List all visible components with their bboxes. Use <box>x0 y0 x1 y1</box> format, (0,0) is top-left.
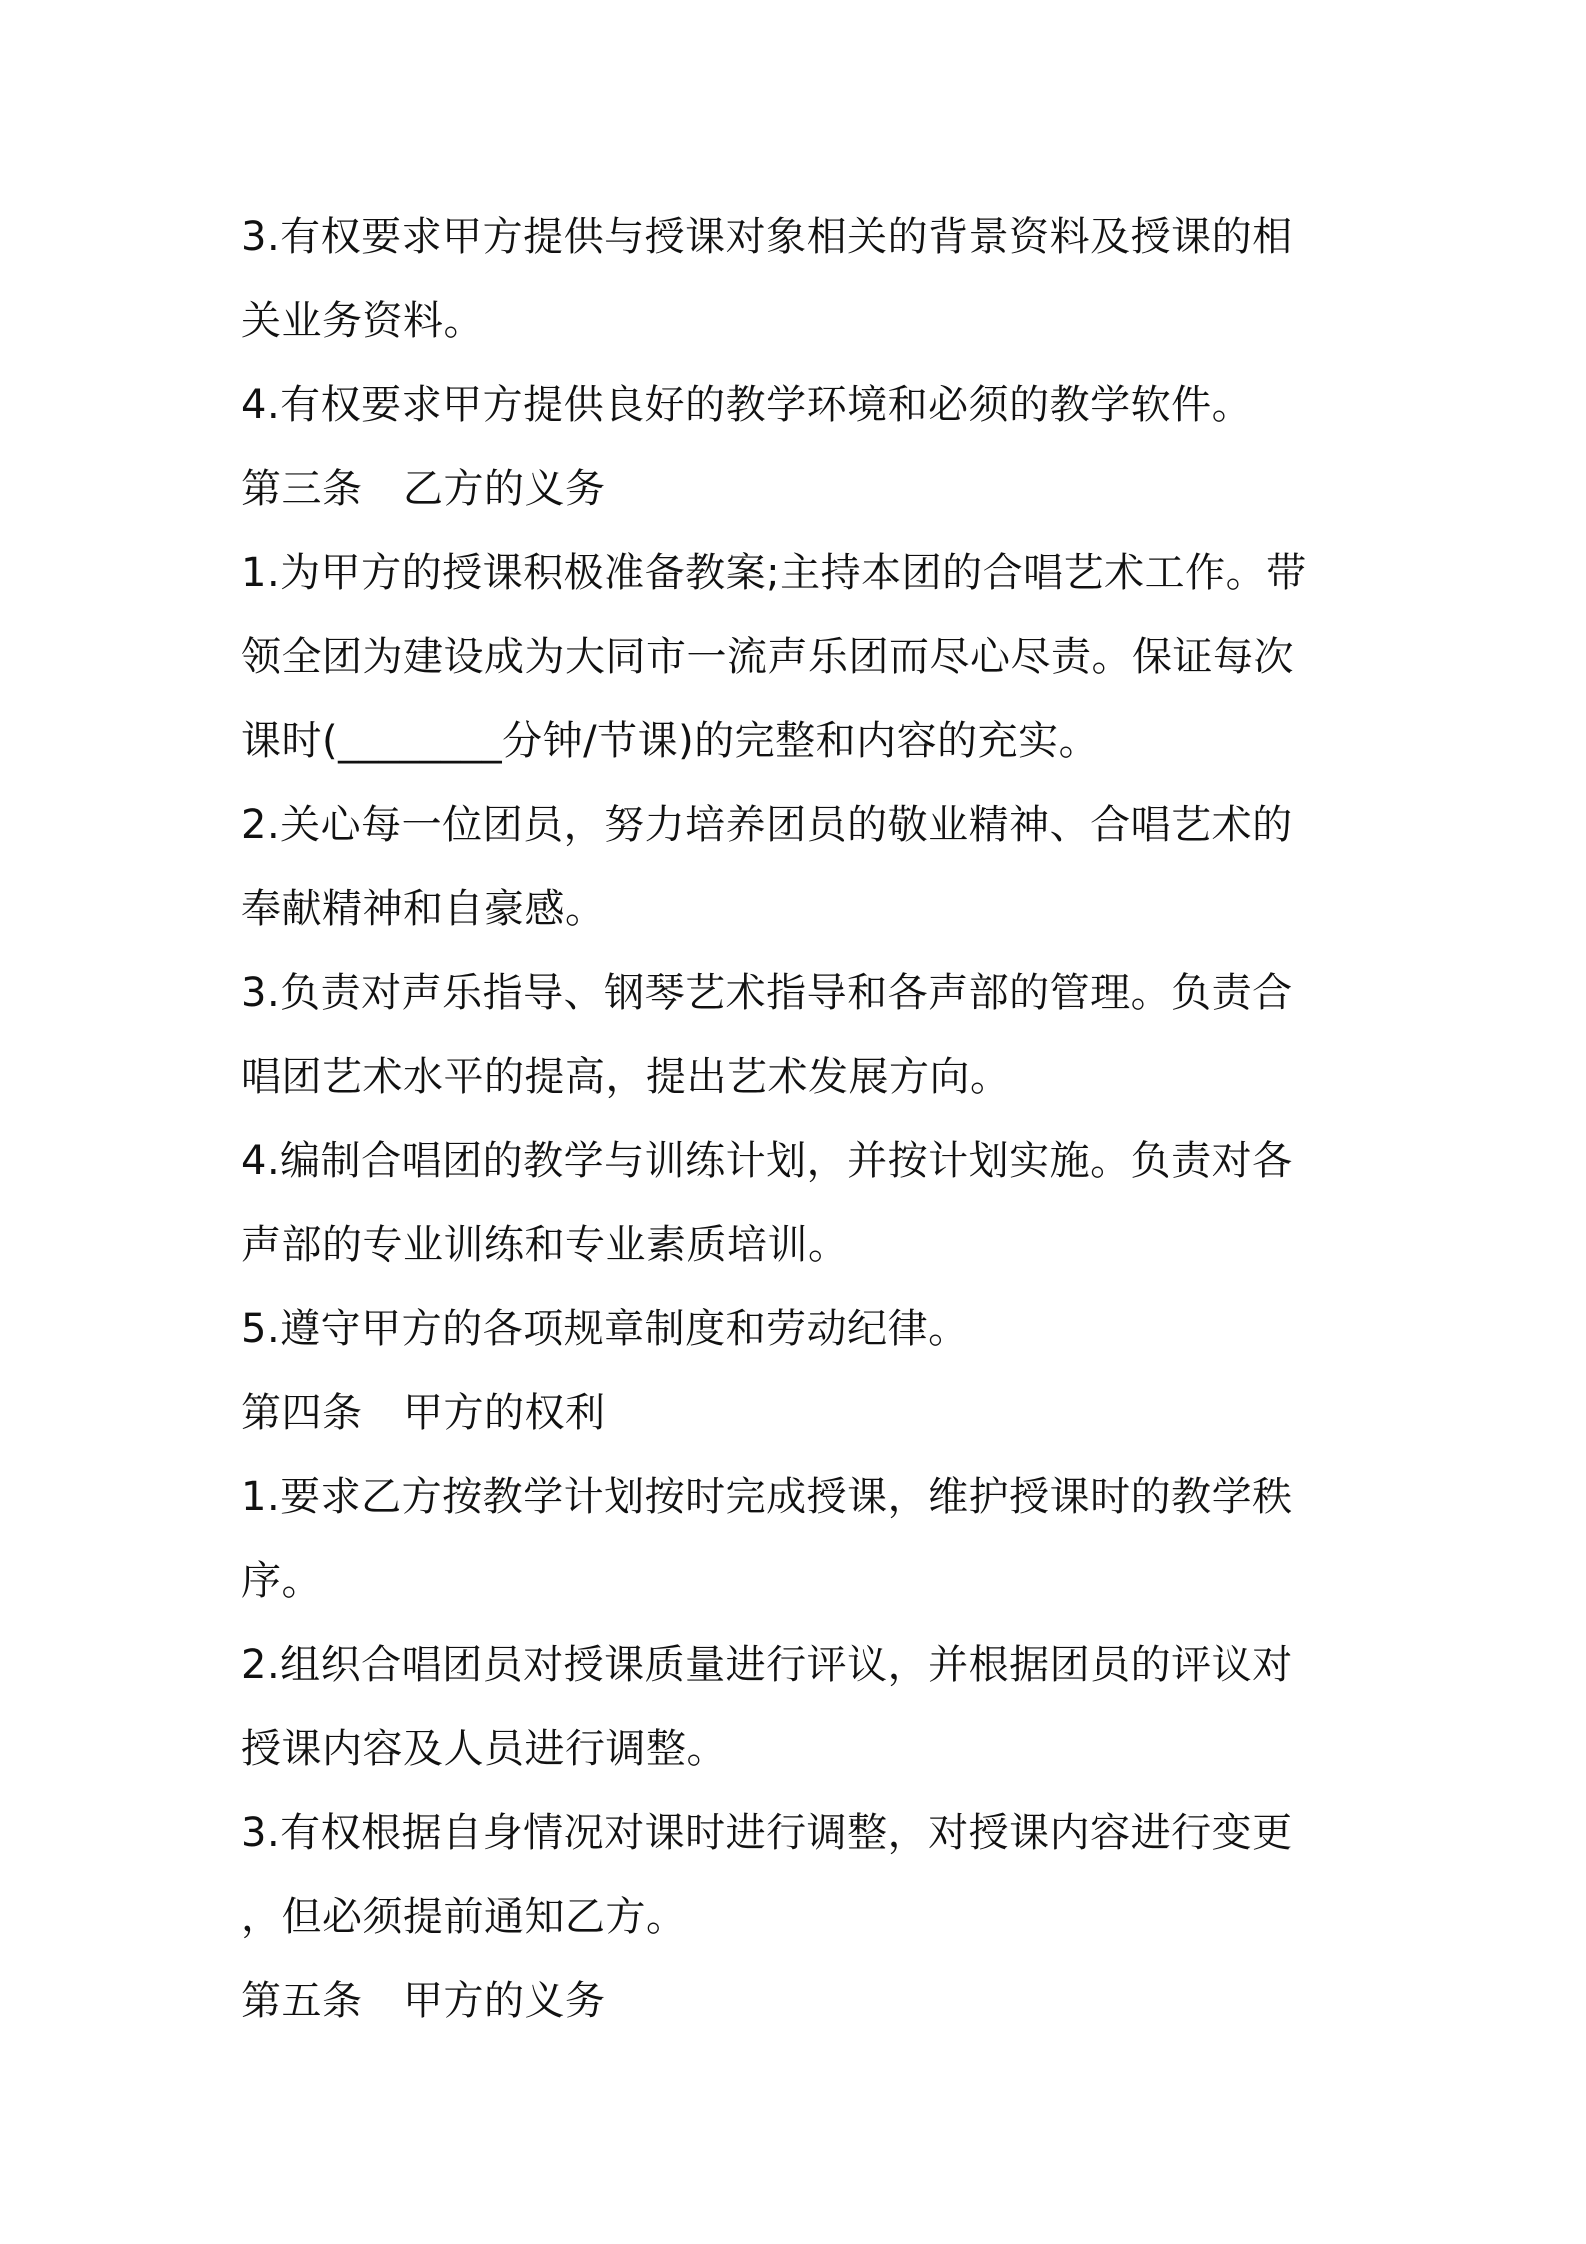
text-line: 奉献精神和自豪感。 <box>241 886 606 932</box>
text-line: ，但必须提前通知乙方。 <box>241 1894 687 1940</box>
text-line: 3.有权要求甲方提供与授课对象相关的背景资料及授课的相 <box>241 214 1293 260</box>
text-line: 3.有权根据自身情况对课时进行调整，对授课内容进行变更 <box>241 1810 1293 1856</box>
contract-text <box>241 195 1361 2043</box>
section-heading: 第五条 甲方的义务 <box>241 1978 606 2024</box>
text-line: 声部的专业训练和专业素质培训。 <box>241 1222 849 1268</box>
text-line: 授课内容及人员进行调整。 <box>241 1726 727 1772</box>
text-line: 3.负责对声乐指导、钢琴艺术指导和各声部的管理。负责合 <box>241 970 1293 1016</box>
text-line: 唱团艺术水平的提高，提出艺术发展方向。 <box>241 1054 1011 1100</box>
text-line: 课时(________分钟/节课)的完整和内容的充实。 <box>241 718 1100 764</box>
text-line: 1.要求乙方按教学计划按时完成授课，维护授课时的教学秩 <box>241 1474 1293 1520</box>
text-line: 序。 <box>241 1558 322 1604</box>
text-line: 关业务资料。 <box>241 298 484 344</box>
text-line: 5.遵守甲方的各项规章制度和劳动纪律。 <box>241 1306 969 1352</box>
text-line: 4.有权要求甲方提供良好的教学环境和必须的教学软件。 <box>241 382 1253 428</box>
text-line: 2.组织合唱团员对授课质量进行评议，并根据团员的评议对 <box>241 1642 1293 1688</box>
text-line: 4.编制合唱团的教学与训练计划，并按计划实施。负责对各 <box>241 1138 1293 1184</box>
text-line: 1.为甲方的授课积极准备教案;主持本团的合唱艺术工作。带 <box>241 550 1307 596</box>
section-heading: 第四条 甲方的权利 <box>241 1390 606 1436</box>
section-heading: 第三条 乙方的义务 <box>241 466 606 512</box>
text-line: 2.关心每一位团员，努力培养团员的敬业精神、合唱艺术的 <box>241 802 1293 848</box>
text-line: 领全团为建设成为大同市一流声乐团而尽心尽责。保证每次 <box>241 634 1294 680</box>
